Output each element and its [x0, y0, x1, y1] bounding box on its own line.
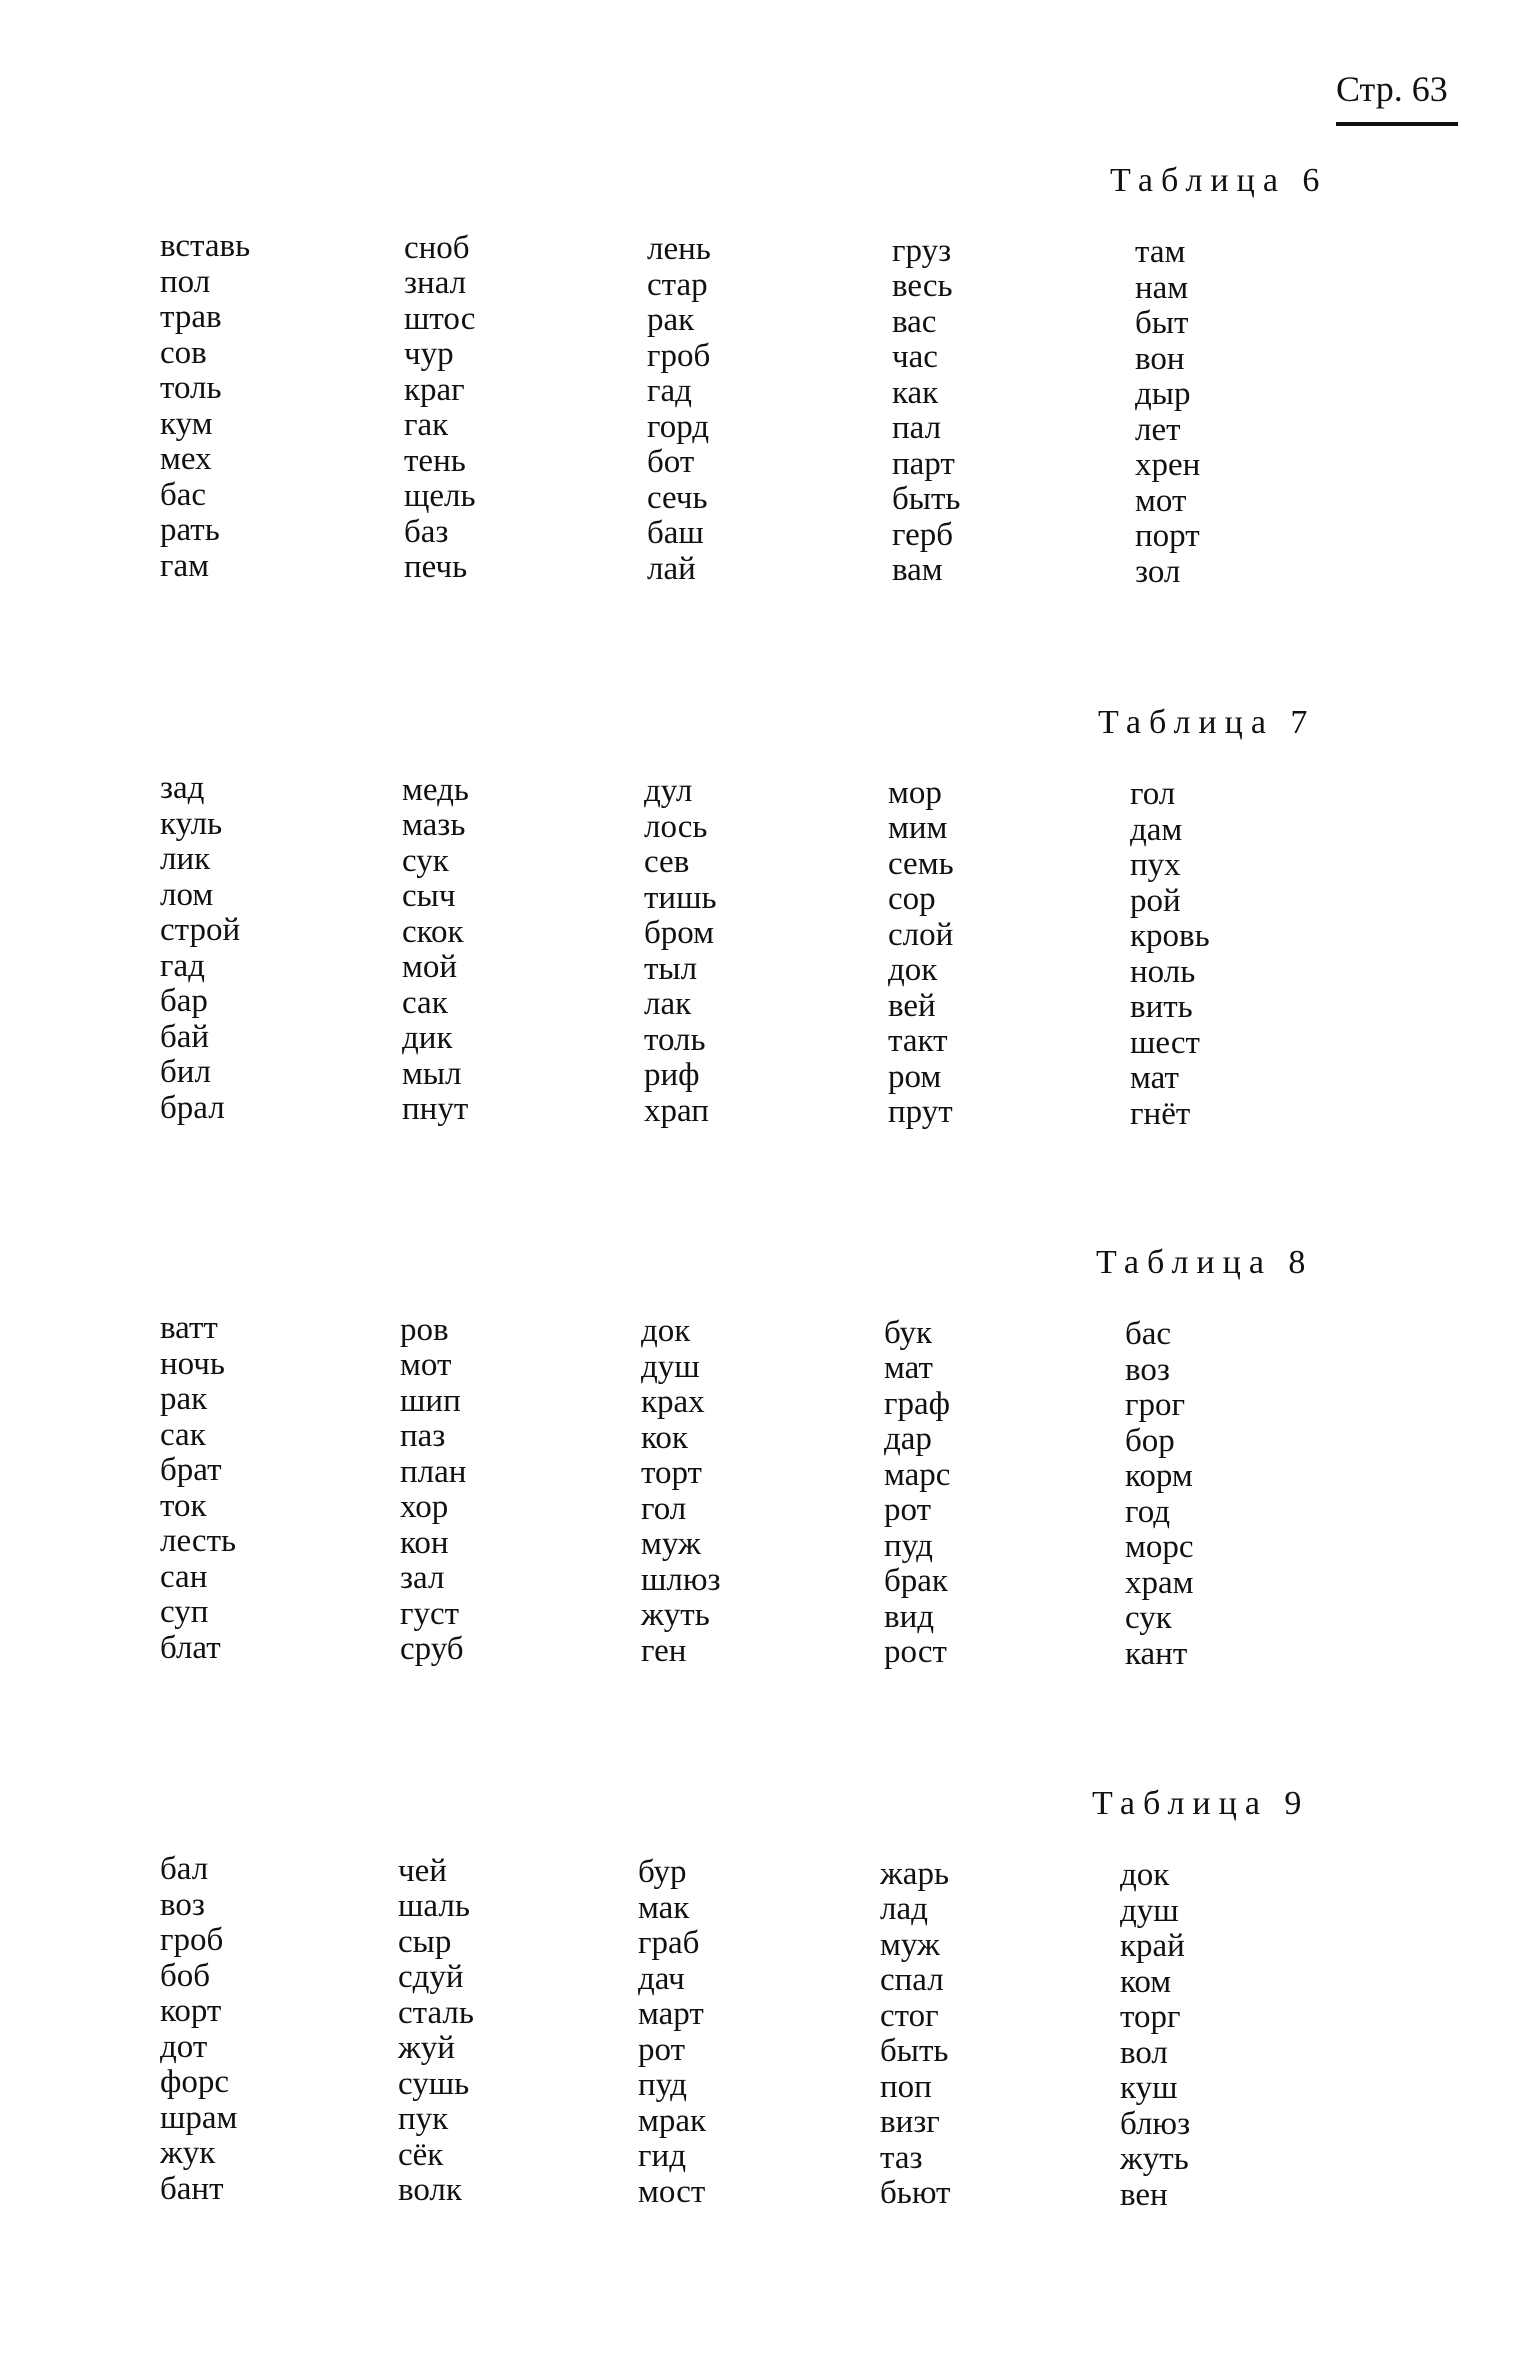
- word-item: баш: [647, 515, 704, 551]
- word-item: мех: [160, 441, 212, 477]
- word-item: стар: [647, 266, 708, 303]
- word-item: бас: [160, 476, 207, 513]
- word-item: бор: [1125, 1422, 1175, 1459]
- word-item: вид: [884, 1598, 935, 1635]
- word-item: сук: [1125, 1600, 1172, 1636]
- word-item: гроб: [160, 1922, 224, 1958]
- word-item: знал: [404, 265, 467, 301]
- table-title: Таблица 8: [1096, 1244, 1314, 1281]
- word-item: кант: [1125, 1635, 1188, 1672]
- word-item: пуд: [638, 2067, 687, 2103]
- word-item: сев: [644, 844, 690, 880]
- word-item: сор: [888, 881, 936, 917]
- word-item: храм: [1125, 1564, 1194, 1601]
- word-item: ночь: [160, 1345, 225, 1382]
- word-item: дыр: [1135, 376, 1191, 412]
- word-item: ком: [1120, 1963, 1172, 2000]
- word-item: бар: [160, 983, 208, 1019]
- word-item: мор: [888, 774, 942, 811]
- word-item: шип: [400, 1382, 461, 1419]
- word-item: рак: [647, 302, 695, 338]
- word-item: лад: [880, 1891, 928, 1927]
- word-item: док: [641, 1313, 691, 1349]
- word-item: вон: [1135, 340, 1185, 377]
- word-item: хор: [400, 1489, 449, 1525]
- word-item: густ: [400, 1595, 460, 1632]
- word-item: герб: [892, 516, 954, 553]
- word-item: зал: [400, 1560, 445, 1596]
- word-item: пуд: [884, 1527, 933, 1564]
- word-item: лак: [644, 986, 692, 1022]
- word-item: гид: [638, 2138, 686, 2174]
- word-item: мак: [638, 1889, 690, 1926]
- word-item: сталь: [398, 1994, 474, 2031]
- word-item: вен: [1120, 2176, 1168, 2213]
- word-item: паз: [400, 1418, 446, 1454]
- word-item: слой: [888, 916, 954, 953]
- word-item: рать: [160, 512, 220, 548]
- word-item: ров: [400, 1311, 449, 1348]
- word-item: баз: [404, 513, 449, 550]
- word-item: гол: [641, 1490, 687, 1527]
- word-item: жуй: [398, 2030, 455, 2066]
- word-item: кок: [641, 1419, 688, 1456]
- word-item: ноль: [1130, 953, 1196, 990]
- word-item: бант: [160, 2170, 224, 2207]
- word-item: вей: [888, 987, 936, 1024]
- word-item: быт: [1135, 305, 1189, 341]
- word-item: план: [400, 1453, 467, 1490]
- word-item: боб: [160, 1957, 211, 1994]
- word-item: кум: [160, 405, 213, 442]
- word-item: душ: [1120, 1892, 1179, 1929]
- table-title: Таблица 7: [1098, 704, 1316, 741]
- word-item: сак: [402, 984, 448, 1021]
- word-item: лом: [160, 876, 214, 913]
- word-item: бром: [644, 915, 715, 951]
- word-item: пол: [160, 263, 211, 300]
- word-item: бил: [160, 1054, 211, 1090]
- word-item: быть: [892, 481, 961, 517]
- word-item: лик: [160, 841, 211, 877]
- word-item: граф: [884, 1385, 951, 1422]
- word-item: скок: [402, 913, 464, 950]
- page-number-text: Стр. 63: [1336, 69, 1448, 109]
- word-item: сыр: [398, 1923, 452, 1960]
- word-item: корт: [160, 1993, 222, 2029]
- word-item: суп: [160, 1594, 209, 1630]
- word-item: корм: [1125, 1458, 1193, 1494]
- word-item: вам: [892, 552, 943, 588]
- word-item: волк: [398, 2172, 462, 2208]
- word-item: ром: [888, 1058, 942, 1095]
- word-item: толь: [644, 1021, 706, 1058]
- word-item: док: [888, 952, 938, 988]
- word-item: гад: [647, 373, 692, 409]
- word-item: мой: [402, 949, 458, 985]
- word-item: гроб: [647, 337, 711, 374]
- word-item: воз: [160, 1886, 205, 1923]
- word-item: как: [892, 374, 939, 411]
- word-item: печь: [404, 549, 468, 585]
- word-item: сноб: [404, 229, 470, 266]
- word-item: тень: [404, 442, 466, 479]
- word-item: ген: [641, 1632, 687, 1669]
- word-item: муж: [641, 1526, 701, 1562]
- word-item: гак: [404, 407, 449, 443]
- word-item: такт: [888, 1023, 948, 1059]
- word-item: жарь: [880, 1855, 949, 1892]
- word-item: мыл: [402, 1055, 462, 1092]
- word-item: пал: [892, 410, 942, 446]
- word-item: порт: [1135, 518, 1200, 554]
- word-item: риф: [644, 1057, 700, 1093]
- word-item: марс: [884, 1456, 951, 1493]
- word-item: бук: [884, 1314, 933, 1351]
- word-item: дам: [1130, 811, 1183, 848]
- word-item: год: [1125, 1493, 1171, 1530]
- word-item: бьют: [880, 2175, 951, 2211]
- table-title: Таблица 6: [1110, 162, 1328, 199]
- word-item: док: [1120, 1857, 1170, 1893]
- word-item: лось: [644, 808, 708, 845]
- word-item: жуть: [1120, 2141, 1189, 2177]
- word-item: дар: [884, 1421, 932, 1457]
- word-item: груз: [892, 232, 952, 269]
- word-item: мот: [1135, 482, 1187, 519]
- word-item: гол: [1130, 776, 1176, 812]
- word-item: бур: [638, 1854, 687, 1890]
- word-item: торт: [641, 1455, 702, 1491]
- word-item: весь: [892, 268, 953, 304]
- word-item: парт: [892, 445, 955, 482]
- word-item: рот: [884, 1492, 931, 1528]
- word-item: визг: [880, 2104, 940, 2140]
- word-item: зол: [1135, 553, 1181, 590]
- word-item: мим: [888, 810, 948, 846]
- word-item: горд: [647, 408, 710, 445]
- word-item: шаль: [398, 1888, 470, 1924]
- word-item: тыл: [644, 950, 698, 987]
- word-item: ватт: [160, 1310, 218, 1346]
- word-item: зад: [160, 770, 205, 806]
- word-item: дач: [638, 1960, 685, 1997]
- word-item: брак: [884, 1563, 948, 1599]
- word-item: быть: [880, 2033, 949, 2069]
- word-item: блюз: [1120, 2105, 1191, 2142]
- word-item: бай: [160, 1018, 210, 1055]
- word-item: куль: [160, 805, 223, 842]
- word-item: вить: [1130, 989, 1193, 1025]
- word-item: храп: [644, 1092, 709, 1129]
- word-item: медь: [402, 771, 469, 808]
- word-item: жук: [160, 2135, 216, 2171]
- word-item: рост: [884, 1634, 947, 1670]
- word-item: тишь: [644, 879, 717, 916]
- word-item: торг: [1120, 1999, 1181, 2035]
- word-item: нам: [1135, 269, 1189, 306]
- word-item: край: [1120, 1928, 1185, 1964]
- word-item: грог: [1125, 1387, 1186, 1423]
- word-item: сан: [160, 1558, 208, 1595]
- word-item: брал: [160, 1089, 225, 1126]
- word-item: мат: [1130, 1060, 1179, 1096]
- word-item: мрак: [638, 2102, 707, 2139]
- word-item: чур: [404, 336, 454, 372]
- word-item: семь: [888, 845, 954, 882]
- word-item: крах: [641, 1384, 705, 1420]
- word-item: прут: [888, 1094, 953, 1130]
- word-item: рой: [1130, 882, 1181, 919]
- word-item: дик: [402, 1020, 453, 1056]
- word-item: граб: [638, 1925, 700, 1961]
- word-item: блат: [160, 1629, 221, 1666]
- word-item: чей: [398, 1852, 447, 1889]
- word-item: шрам: [160, 2099, 238, 2136]
- word-item: брат: [160, 1452, 222, 1488]
- word-item: рот: [638, 2031, 685, 2068]
- word-item: жуть: [641, 1597, 710, 1633]
- word-item: март: [638, 1996, 704, 2032]
- word-item: бал: [160, 1851, 209, 1887]
- word-item: дул: [644, 773, 693, 809]
- word-item: форс: [160, 2064, 230, 2100]
- word-item: сруб: [400, 1631, 464, 1667]
- word-item: вас: [892, 303, 937, 340]
- word-item: штос: [404, 300, 476, 337]
- word-item: воз: [1125, 1351, 1170, 1388]
- word-item: лай: [647, 550, 696, 587]
- word-item: лет: [1135, 411, 1181, 448]
- word-item: шлюз: [641, 1561, 721, 1598]
- word-item: сушь: [398, 2065, 470, 2102]
- word-item: муж: [880, 1926, 940, 1963]
- word-item: хрен: [1135, 447, 1201, 483]
- word-item: час: [892, 339, 938, 375]
- word-item: мост: [638, 2173, 706, 2210]
- word-item: шест: [1130, 1024, 1200, 1061]
- word-item: кон: [400, 1524, 449, 1561]
- word-item: сыч: [402, 878, 456, 914]
- word-item: пук: [398, 2101, 449, 2137]
- word-item: стог: [880, 1997, 939, 2034]
- word-item: душ: [641, 1348, 700, 1385]
- word-item: лень: [647, 231, 711, 267]
- word-item: куш: [1120, 2070, 1178, 2106]
- word-item: сдуй: [398, 1959, 464, 1995]
- word-item: ток: [160, 1487, 207, 1524]
- table-title: Таблица 9: [1092, 1785, 1310, 1822]
- word-item: там: [1135, 234, 1186, 270]
- word-item: пнут: [402, 1091, 469, 1127]
- word-item: бот: [647, 444, 695, 480]
- page-number: [1336, 68, 1458, 110]
- word-item: таз: [880, 2139, 923, 2176]
- page-number-underline: [1336, 122, 1458, 126]
- word-item: лесть: [160, 1523, 237, 1559]
- word-item: сак: [160, 1416, 206, 1453]
- word-item: мат: [884, 1350, 933, 1386]
- word-item: вставь: [160, 228, 251, 264]
- word-item: гнёт: [1130, 1095, 1191, 1132]
- word-item: сов: [160, 334, 207, 371]
- word-item: щель: [404, 478, 476, 514]
- word-item: бас: [1125, 1316, 1172, 1352]
- word-item: сёк: [398, 2136, 444, 2173]
- word-item: гад: [160, 947, 205, 984]
- word-item: спал: [880, 1962, 944, 1998]
- word-item: краг: [404, 371, 465, 408]
- word-item: пух: [1130, 847, 1181, 883]
- word-item: поп: [880, 2068, 932, 2105]
- word-item: вол: [1120, 2034, 1168, 2071]
- word-item: сечь: [647, 479, 708, 516]
- word-item: трав: [160, 299, 222, 335]
- word-item: мот: [400, 1347, 452, 1383]
- word-item: сук: [402, 842, 449, 879]
- word-item: толь: [160, 370, 222, 406]
- word-item: гам: [160, 547, 210, 584]
- word-item: строй: [160, 912, 241, 948]
- word-item: кровь: [1130, 918, 1210, 954]
- word-item: мазь: [402, 807, 466, 843]
- word-item: морс: [1125, 1529, 1194, 1565]
- word-item: рак: [160, 1381, 208, 1417]
- word-item: дот: [160, 2028, 208, 2065]
